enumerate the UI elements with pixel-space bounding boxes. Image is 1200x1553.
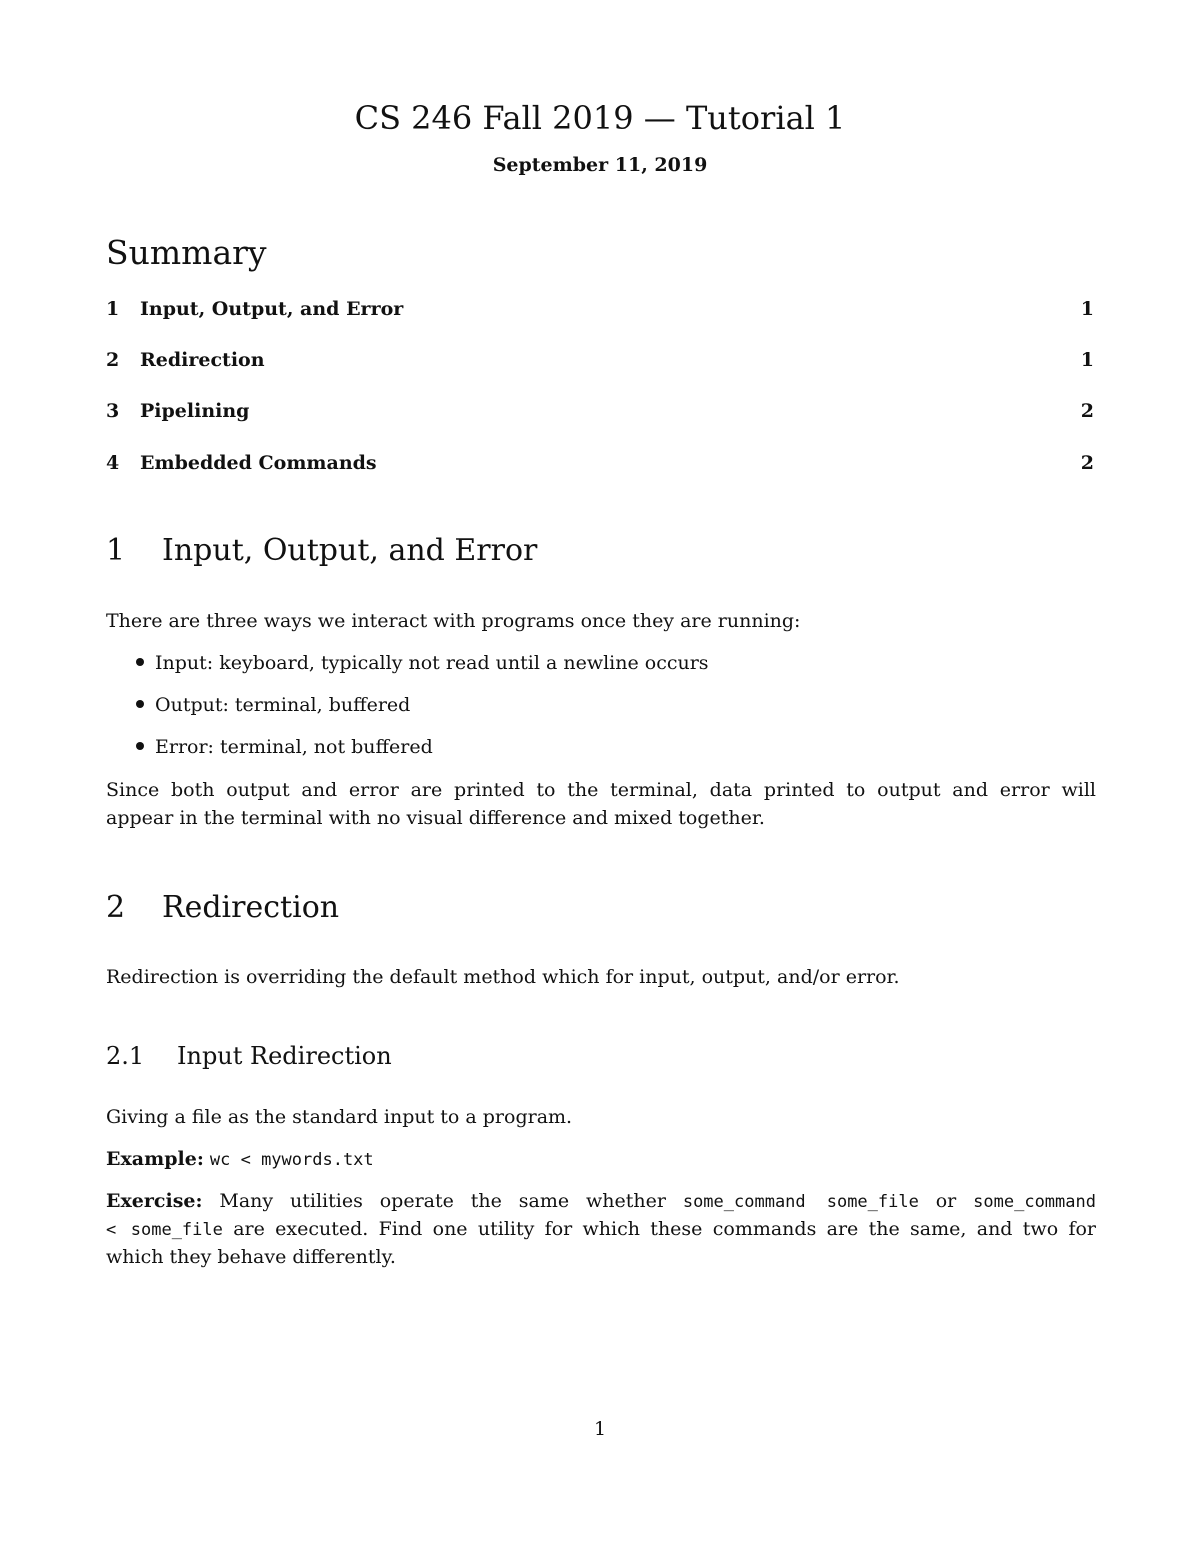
- subsection-intro: Giving a file as the standard input to a program.: [106, 1106, 573, 1128]
- exercise-label: Exercise:: [106, 1190, 203, 1212]
- section-title: Redirection: [162, 890, 340, 925]
- toc-entry-label: Pipelining: [140, 400, 250, 422]
- bullet-icon: [136, 700, 144, 708]
- example-label: Example:: [106, 1148, 204, 1170]
- section-heading: [106, 888, 339, 928]
- document-date: September 11, 2019: [492, 154, 708, 176]
- section-number: 2: [106, 890, 126, 925]
- toc-entry-page: 1: [1080, 349, 1094, 371]
- summary-heading: Summary: [106, 233, 267, 272]
- toc-entry[interactable]: [106, 396, 1094, 426]
- toc-entry[interactable]: [106, 345, 1094, 375]
- list-item: [136, 733, 433, 761]
- toc-entry-number: 1: [106, 298, 120, 320]
- exercise-line: which they behave differently.: [106, 1246, 396, 1268]
- exercise-code: some_command: [973, 1192, 1096, 1212]
- toc-entry[interactable]: [106, 294, 1094, 324]
- toc-entry-number: 4: [106, 452, 120, 474]
- toc-entry-label: Embedded Commands: [140, 452, 377, 474]
- exercise-code: < some_file: [106, 1220, 223, 1240]
- toc-entry-label: Input, Output, and Error: [140, 298, 404, 320]
- toc-entry-page: 2: [1080, 400, 1094, 422]
- list-item-text: Error: terminal, not buffered: [155, 736, 433, 758]
- section-title: Input, Output, and Error: [162, 533, 538, 568]
- page-number: 1: [593, 1418, 607, 1440]
- example-code: wc < mywords.txt: [209, 1150, 374, 1170]
- list-item-text: Output: terminal, buffered: [155, 694, 411, 716]
- toc-entry-page: 2: [1080, 452, 1094, 474]
- list-item: [136, 691, 410, 719]
- subsection-heading: [106, 1040, 392, 1072]
- example-line: [106, 1145, 1096, 1174]
- toc-entry-number: 2: [106, 349, 120, 371]
- exercise-line: [106, 1187, 1096, 1216]
- exercise-text: are executed. Find one utility for which these commands are the same, and two for: [233, 1218, 1096, 1240]
- subsection-title: Input Redirection: [177, 1042, 392, 1070]
- section-intro: There are three ways we interact with programs once they are running:: [106, 610, 801, 632]
- list-item-text: Input: keyboard, typically not read until a newline occurs: [155, 652, 709, 674]
- paragraph-line: Since both output and error are printed to the terminal, data printed to output and error will: [106, 779, 1096, 801]
- exercise-line: [106, 1215, 1096, 1244]
- document-title: CS 246 Fall 2019 — Tutorial 1: [354, 99, 846, 137]
- section-heading: [106, 531, 537, 571]
- list-item: [136, 649, 709, 677]
- section-intro: Redirection is overriding the default method which for input, output, and/or error.: [106, 966, 900, 988]
- exercise-text: or: [935, 1190, 957, 1212]
- toc-entry[interactable]: [106, 448, 1094, 478]
- paragraph-line: appear in the terminal with no visual difference and mixed together.: [106, 807, 765, 829]
- toc-entry-label: Redirection: [140, 349, 265, 371]
- bullet-icon: [136, 658, 144, 666]
- section-number: 1: [106, 533, 126, 568]
- exercise-text: Many utilities operate the same whether: [219, 1190, 666, 1212]
- exercise-code: some_command some_file: [682, 1192, 919, 1212]
- toc-entry-number: 3: [106, 400, 120, 422]
- toc-entry-page: 1: [1080, 298, 1094, 320]
- bullet-icon: [136, 742, 144, 750]
- subsection-number: 2.1: [106, 1042, 145, 1070]
